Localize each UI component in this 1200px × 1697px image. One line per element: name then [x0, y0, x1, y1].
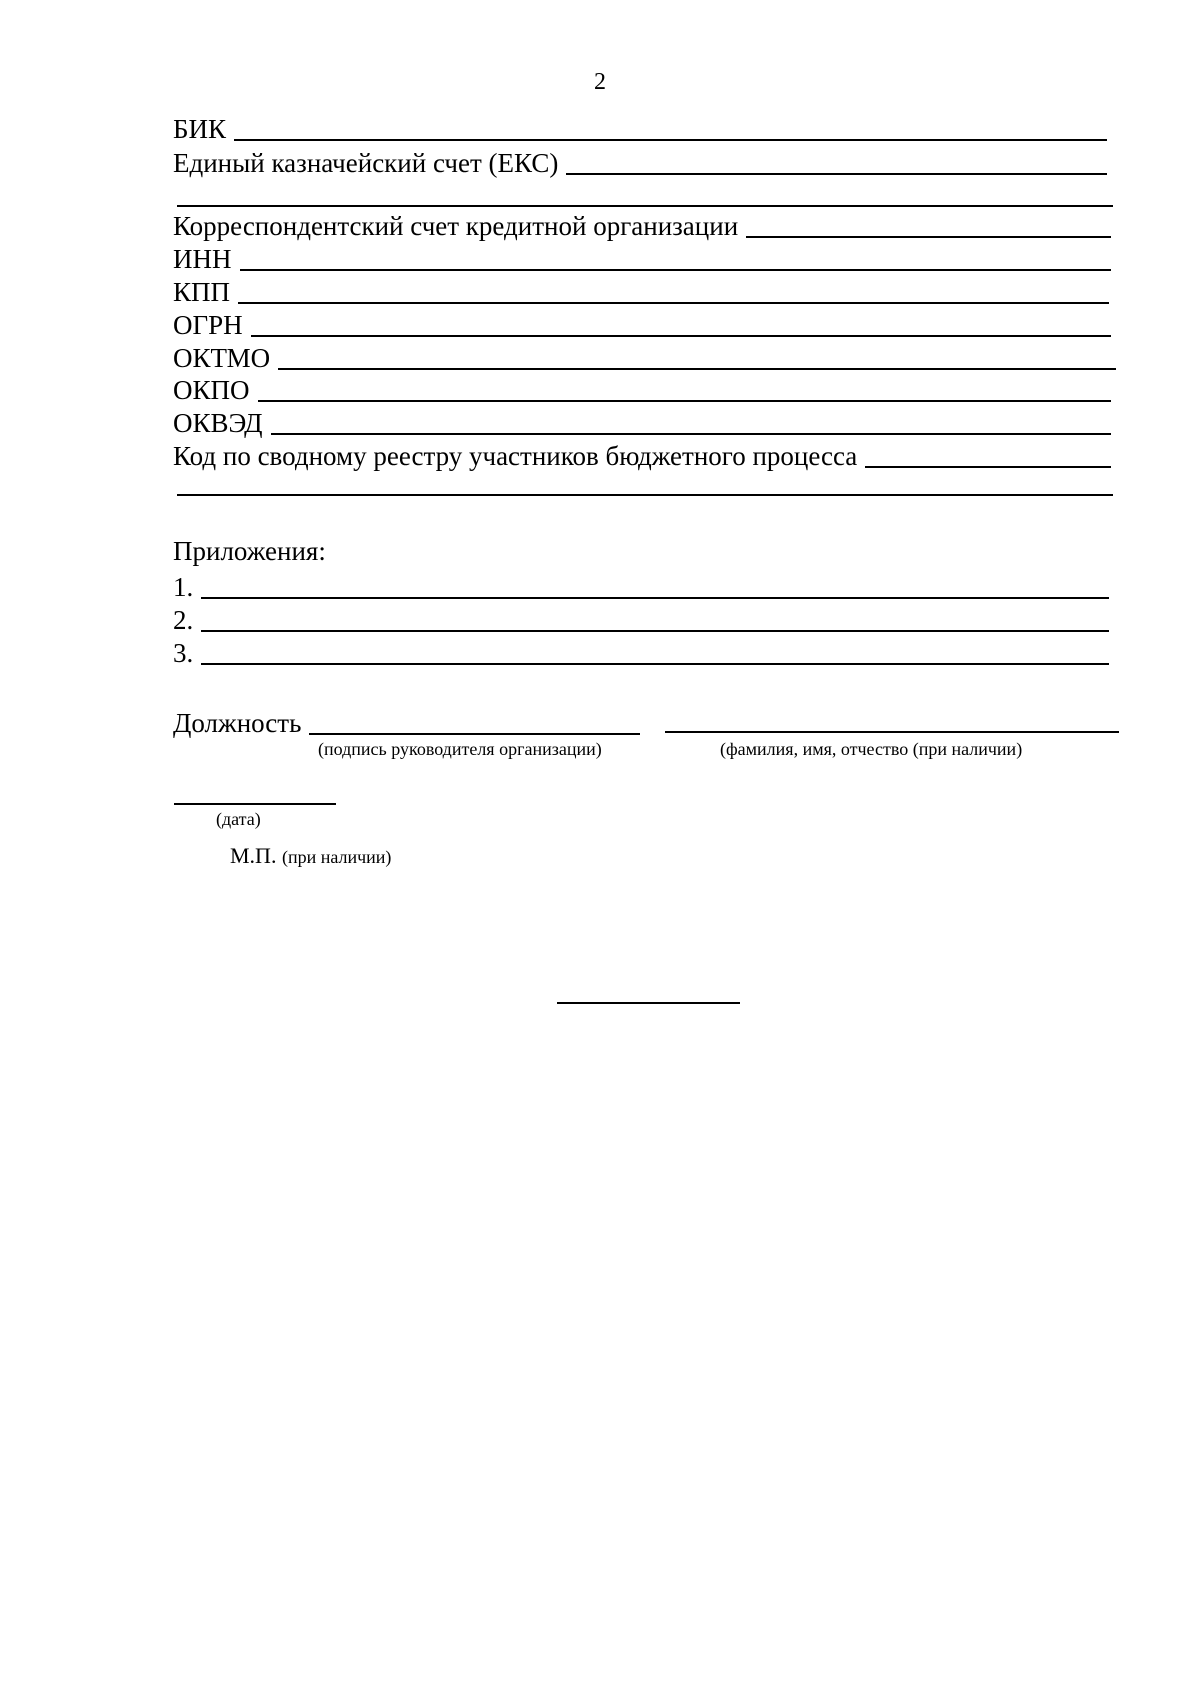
- inn-label: ИНН: [173, 244, 232, 274]
- seal-note: (при наличии): [281, 847, 392, 867]
- bik-field[interactable]: [173, 112, 1107, 144]
- end-of-document-line: [557, 1002, 740, 1004]
- registry-code-label: Код по сводному реестру участников бюджетного процесса: [173, 441, 858, 471]
- position-field[interactable]: [173, 706, 640, 738]
- okpo-label: ОКПО: [173, 375, 250, 405]
- attachment-item-2[interactable]: [173, 603, 1109, 635]
- okved-field[interactable]: [173, 406, 1111, 438]
- date-blank[interactable]: [174, 803, 336, 805]
- signature-caption: (подпись руководителя организации): [318, 739, 602, 759]
- attachment-blank[interactable]: [201, 606, 1109, 632]
- position-label: Должность: [173, 708, 302, 738]
- oktmo-label: ОКТМО: [173, 343, 271, 373]
- attachment-number: 3.: [173, 638, 194, 668]
- okpo-blank[interactable]: [258, 376, 1111, 402]
- kpp-label: КПП: [173, 277, 231, 307]
- attachment-item-1[interactable]: [173, 570, 1109, 602]
- seal-label: М.П.: [230, 843, 277, 868]
- okved-label: ОКВЭД: [173, 408, 263, 438]
- kpp-field[interactable]: [173, 275, 1109, 307]
- corr-account-field[interactable]: [173, 209, 1111, 241]
- ogrn-field[interactable]: [173, 308, 1111, 340]
- okpo-field[interactable]: [173, 373, 1111, 405]
- corr-account-label: Корреспондентский счет кредитной организации: [173, 211, 739, 241]
- oktmo-blank[interactable]: [278, 344, 1116, 370]
- registry-code-continuation-blank[interactable]: [177, 494, 1113, 496]
- date-caption: (дата): [216, 809, 261, 829]
- attachments-heading: Приложения:: [173, 536, 326, 566]
- bik-label: БИК: [173, 114, 227, 144]
- attachment-item-3[interactable]: [173, 636, 1109, 668]
- full-name-caption: (фамилия, имя, отчество (при наличии): [720, 739, 1023, 759]
- signature-blank[interactable]: [309, 709, 640, 735]
- eks-blank[interactable]: [566, 149, 1107, 175]
- corr-account-blank[interactable]: [746, 212, 1111, 238]
- full-name-blank[interactable]: [665, 731, 1119, 733]
- eks-field[interactable]: [173, 146, 1107, 178]
- ogrn-label: ОГРН: [173, 310, 243, 340]
- eks-label: Единый казначейский счет (ЕКС): [173, 148, 559, 178]
- page-number: 2: [594, 69, 606, 95]
- ogrn-blank[interactable]: [251, 311, 1111, 337]
- oktmo-field[interactable]: [173, 341, 1116, 373]
- registry-code-blank[interactable]: [865, 442, 1111, 468]
- attachment-number: 2.: [173, 605, 194, 635]
- inn-field[interactable]: [173, 242, 1111, 274]
- okved-blank[interactable]: [271, 409, 1112, 435]
- attachment-blank[interactable]: [201, 639, 1109, 665]
- bik-blank[interactable]: [234, 115, 1107, 141]
- attachment-number: 1.: [173, 572, 194, 602]
- attachment-blank[interactable]: [201, 573, 1109, 599]
- seal-placeholder: [230, 843, 391, 870]
- eks-continuation-blank[interactable]: [177, 205, 1113, 207]
- inn-blank[interactable]: [240, 245, 1112, 271]
- registry-code-field[interactable]: [173, 439, 1111, 471]
- kpp-blank[interactable]: [238, 278, 1109, 304]
